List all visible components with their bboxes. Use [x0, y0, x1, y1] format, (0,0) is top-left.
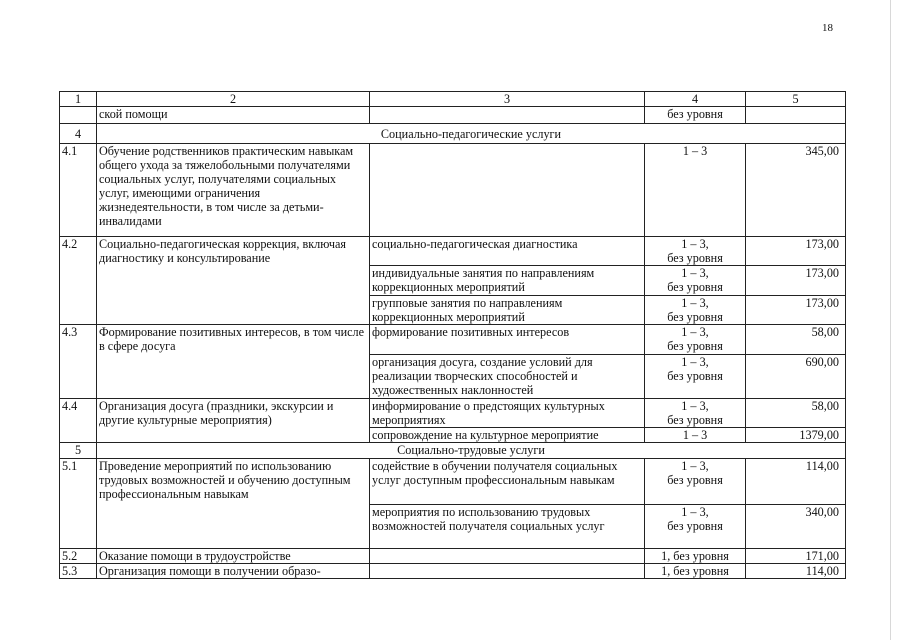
level-cell: 1 – 3, без уровня — [645, 459, 746, 505]
level-cell: 1 – 3, без уровня — [645, 237, 746, 266]
header-col-4: 4 — [645, 92, 746, 107]
price-cell: 114,00 — [746, 564, 846, 579]
subservice-name — [370, 549, 645, 564]
level-cell: 1, без уровня — [645, 564, 746, 579]
subservice-name: мероприятия по использованию трудовых возможностей получателя социальных услуг — [370, 505, 645, 549]
row-number: 5.1 — [60, 459, 97, 549]
table-row — [60, 399, 846, 428]
header-col-3: 3 — [370, 92, 645, 107]
level-cell: 1, без уровня — [645, 549, 746, 564]
service-name: Организация досуга (праздники, экскурсии и другие культурные мероприятия) — [97, 399, 370, 443]
service-name: Оказание помощи в трудоустройстве — [97, 549, 370, 564]
subservice-name: формирование позитивных интересов — [370, 325, 645, 355]
table-row — [60, 549, 846, 564]
table-row — [60, 107, 846, 124]
price-cell: 690,00 — [746, 355, 846, 399]
price-cell — [746, 107, 846, 124]
level-cell: 1 – 3, без уровня — [645, 325, 746, 355]
level-cell: 1 – 3, без уровня — [645, 505, 746, 549]
level-cell: 1 – 3, без уровня — [645, 266, 746, 296]
header-col-1: 1 — [60, 92, 97, 107]
subservice-name: групповые занятия по направлениям коррекционных мероприятий — [370, 296, 645, 325]
price-cell: 58,00 — [746, 325, 846, 355]
row-number: 5.2 — [60, 549, 97, 564]
row-number: 4.4 — [60, 399, 97, 443]
page-number: 18 — [822, 22, 833, 34]
header-row — [60, 92, 846, 107]
service-name: Организация помощи в получении образо- — [97, 564, 370, 579]
page-edge-line — [890, 0, 891, 640]
table-row — [60, 237, 846, 266]
services-table — [59, 91, 846, 579]
service-name: Проведение мероприятий по использованию трудовых возможностей и обучению доступным профессиональным навыкам — [97, 459, 370, 549]
table-row — [60, 325, 846, 355]
table-row — [60, 144, 846, 237]
price-cell: 114,00 — [746, 459, 846, 505]
table-row — [60, 459, 846, 505]
section-row — [60, 443, 846, 459]
section-row — [60, 124, 846, 144]
service-name: ской помощи — [97, 107, 370, 124]
section-title: Социально-педагогические услуги — [97, 124, 846, 144]
table-row — [60, 564, 846, 579]
subservice-name: информирование о предстоящих культурных мероприятиях — [370, 399, 645, 428]
subservice-name — [370, 564, 645, 579]
price-cell: 173,00 — [746, 296, 846, 325]
subservice-name: социально-педагогическая диагностика — [370, 237, 645, 266]
subservice-name — [370, 144, 645, 237]
header-col-5: 5 — [746, 92, 846, 107]
level-cell: без уровня — [645, 107, 746, 124]
price-cell: 1379,00 — [746, 428, 846, 443]
level-cell: 1 – 3, без уровня — [645, 399, 746, 428]
subservice-name: сопровождение на культурное мероприятие — [370, 428, 645, 443]
price-cell: 345,00 — [746, 144, 846, 237]
level-cell: 1 – 3, без уровня — [645, 296, 746, 325]
level-cell: 1 – 3 — [645, 428, 746, 443]
level-cell: 1 – 3, без уровня — [645, 355, 746, 399]
subservice-name — [370, 107, 645, 124]
section-title: Социально-трудовые услуги — [97, 443, 846, 459]
section-number: 5 — [60, 443, 97, 459]
service-name: Формирование позитивных интересов, в том числе в сфере досуга — [97, 325, 370, 399]
subservice-name: организация досуга, создание условий для реализации творческих способностей и художественных наклонностей — [370, 355, 645, 399]
header-col-2: 2 — [97, 92, 370, 107]
service-name: Обучение родственников практическим навыкам общего ухода за тяжелобольными получателями социальных услуг, получателями социальных услуг, имеющими ограничения жизнедеятельности, в том числе за детьми-инвалидами — [97, 144, 370, 237]
row-number: 5.3 — [60, 564, 97, 579]
price-cell: 58,00 — [746, 399, 846, 428]
row-number — [60, 107, 97, 124]
row-number: 4.1 — [60, 144, 97, 237]
row-number: 4.3 — [60, 325, 97, 399]
subservice-name: содействие в обучении получателя социальных услуг доступным профессиональным навыкам — [370, 459, 645, 505]
row-number: 4.2 — [60, 237, 97, 325]
price-cell: 171,00 — [746, 549, 846, 564]
price-cell: 340,00 — [746, 505, 846, 549]
price-cell: 173,00 — [746, 237, 846, 266]
level-cell: 1 – 3 — [645, 144, 746, 237]
section-number: 4 — [60, 124, 97, 144]
price-cell: 173,00 — [746, 266, 846, 296]
subservice-name: индивидуальные занятия по направлениям коррекционных мероприятий — [370, 266, 645, 296]
service-name: Социально-педагогическая коррекция, включая диагностику и консультирование — [97, 237, 370, 325]
